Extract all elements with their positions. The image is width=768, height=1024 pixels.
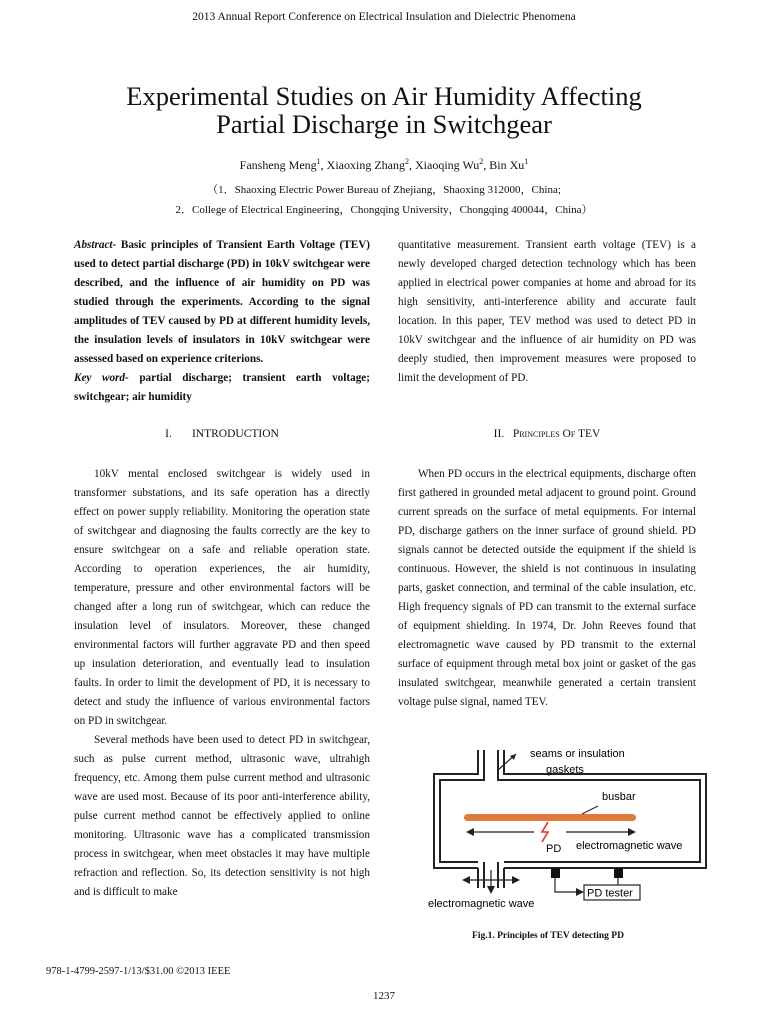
affiliation-1: （1．Shaoxing Electric Power Bureau of Zhejiang，Shaoxing 312000，China; — [207, 184, 561, 196]
section-number: I. — [165, 428, 172, 440]
em-left-arrowhead — [462, 876, 470, 884]
spark-icon — [542, 822, 548, 842]
label-em-bottom: electromagnetic wave — [428, 898, 535, 910]
right-top-paragraph — [398, 236, 696, 388]
section-heading-principles — [398, 428, 696, 440]
label-gaskets: gaskets — [546, 764, 584, 776]
intro-paragraph-2: Several methods have been used to detect PD in switchgear, such as pulse current method, ultrasonic wave, ultrahigh frequency, etc. Among them pulse current method and ultrasonic wave are used most. Because of its poor anti-interference ability, pulse current method cannot be effectively applied to online monitoring. Ultrasonic wave has a complicated transmission process in switchgear, when meet obstacles it may have multiple refraction and reflection. So, its detection sensitivity is not high and is difficult to make — [74, 734, 370, 898]
figure-caption: Fig.1. Principles of TEV detecting PD — [472, 931, 624, 941]
author-sep: , — [483, 158, 490, 172]
sensor-right — [614, 868, 623, 878]
label-pd-tester: PD tester — [587, 887, 633, 900]
busbar — [464, 814, 636, 821]
conference-header: 2013 Annual Report Conference on Electrical Insulation and Dielectric Phenomena — [192, 11, 576, 23]
section-title: INTRODUCTION — [191, 428, 279, 440]
em-right-arrowhead — [512, 876, 520, 884]
affiliation-2: 2．College of Electrical Engineering，Chongqing University，Chongqing 400044，China） — [175, 204, 593, 216]
em-down-arrowhead — [487, 886, 495, 894]
abstract-text: Basic principles of Transient Earth Voltage (TEV) used to detect partial discharge (PD) in 10kV switchgear were described, and the influence of air humidity on PD was studied through the experiments. According to the signal amplitudes of TEV caused by PD at different humidity levels, the insulation levels of insulators in 10kV switchgear were assessed based on experience criterions. — [74, 239, 370, 365]
sensor-left — [551, 868, 560, 878]
section-title: Principles Of TEV — [512, 428, 601, 440]
paper-title — [30, 82, 738, 138]
author-sep: , — [409, 158, 415, 172]
author-sup: 2 — [479, 157, 484, 166]
em-arrowhead-right — [628, 828, 636, 836]
wire-arrowhead — [576, 888, 584, 896]
author-name: Bin Xu — [489, 158, 525, 172]
label-seams: seams or insulation — [530, 748, 625, 760]
author-sep: , — [320, 158, 327, 172]
section-heading-introduction — [74, 428, 370, 440]
section-number: II. — [493, 428, 505, 440]
author-sup: 1 — [316, 157, 321, 166]
label-pd: PD — [546, 843, 562, 855]
author-sup: 2 — [405, 157, 409, 166]
intro-continuation: quantitative measurement. Transient earth voltage (TEV) is a newly developed charged detection technology which has been applied in electrical power companies at home and abroad for its high sensitivity, anti-interference ability and accurate fault location. In this paper, TEV method was used to detect PD in 10kV switchgear and the influence of air humidity on PD was deeply studied, then improvement measures were proposed to limit the development of PD. — [398, 239, 696, 384]
title-line-2: Partial Discharge in Switchgear — [216, 109, 552, 139]
label-em-right: electromagnetic wave — [576, 840, 683, 852]
principles-body — [398, 465, 696, 712]
tev-figure — [420, 748, 720, 928]
abstract-block — [74, 236, 370, 407]
author-sup: 1 — [524, 157, 529, 166]
title-line-1: Experimental Studies on Air Humidity Affecting — [126, 81, 642, 111]
copyright-footer: 978-1-4799-2597-1/13/$31.00 ©2013 IEEE — [46, 966, 231, 977]
author-name: Xiaoxing Zhang — [326, 158, 405, 172]
em-arrowhead-left — [466, 828, 474, 836]
abstract-paragraph — [74, 236, 370, 369]
page-number: 1237 — [373, 990, 395, 1002]
author-name: Fansheng Meng — [239, 158, 317, 172]
author-list — [0, 157, 768, 173]
label-busbar: busbar — [602, 791, 636, 803]
busbar-pointer — [582, 806, 598, 814]
keywords-label: Key word- — [74, 372, 129, 384]
author-name: Xiaoqing Wu — [415, 158, 480, 172]
keywords-paragraph — [74, 369, 370, 407]
keywords-text: partial discharge; transient earth voltage; switchgear; air humidity — [74, 372, 370, 403]
tev-paragraph-1: When PD occurs in the electrical equipments, discharge often first gathered in grounded metal adjacent to ground point. Ground current spreads on the surface of metal equipments. For internal PD, discharge gathers on the inner surface of ground shield. PD signals cannot be detected outside the equipment if the shield is continuous. However, the shield is not continuous in insulating parts, gasket connection, and terminal of the cable insulation, etc. High frequency signals of PD can transmit to the external surface of equipment shielding. In 1974, Dr. John Reeves found that electromagnetic wave caused by PD transmit to the external surface of equipment through metal box joint or gasket of the gas insulated switchgear, meanwhile generated a certain transient voltage pulse signal, named TEV. — [398, 468, 696, 708]
introduction-body — [74, 465, 370, 902]
intro-paragraph-1: 10kV mental enclosed switchgear is widely used in transformer substations, and its safe operation has a directly effect on power supply reliability. Monitoring the operation state of switchgear and diagnosing the faults correctly are the key to ensure switchgear on a safe and reliable operation state. According to operation experiences, the air humidity, temperature, pressure and other environmental factors will be changed after a long run of switchgear, which can reduce the insulation level of insulators. Moreover, these changed environmental factors will further aggravate PD and then speed up insulation deterioration, and eventually lead to insulation faults. In order to limit the development of PD, it is necessary to detect and study the influence of various environmental factors on PD in switchgear. — [74, 468, 370, 727]
abstract-label: Abstract- — [74, 239, 117, 251]
